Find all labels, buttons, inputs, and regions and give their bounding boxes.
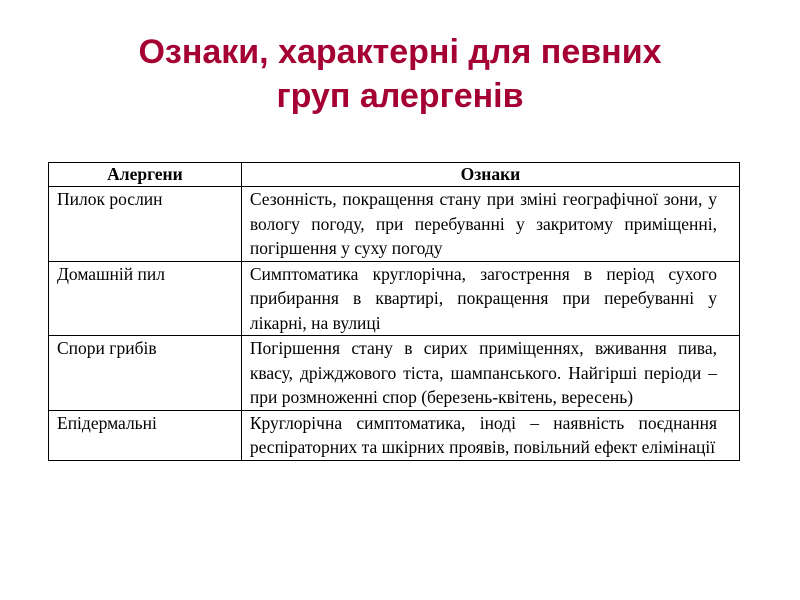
column-header-allergens: Алергени	[49, 163, 242, 187]
signs-cell: Погіршення стану в сирих приміщеннях, вживання пива, квасу, дріжджового тіста, шампанського. Найгірші періоди – при розмноженні спор (березень-квітень, вересень)	[241, 336, 739, 411]
table-row	[49, 261, 740, 336]
allergen-cell: Домашній пил	[49, 261, 242, 336]
allergen-cell: Епідермальні	[49, 410, 242, 460]
page-title-line-2: груп алергенів	[276, 77, 524, 115]
allergen-cell: Пилок рослин	[49, 187, 242, 262]
page-title	[0, 30, 800, 118]
table-row	[49, 410, 740, 460]
signs-cell: Круглорічна симптоматика, іноді – наявність поєднання респіраторних та шкірних проявів, повільний ефект елімінації	[241, 410, 739, 460]
table-header-row	[49, 163, 740, 187]
signs-cell: Сезонність, покращення стану при зміні географічної зони, у вологу погоду, при перебуванні у закритому приміщенні, погіршення у суху погоду	[241, 187, 739, 262]
column-header-signs: Ознаки	[241, 163, 739, 187]
signs-cell: Симптоматика круглорічна, загострення в період сухого прибирання в квартирі, покращення при перебуванні у лікарні, на вулиці	[241, 261, 739, 336]
table-row	[49, 187, 740, 262]
table-row	[49, 336, 740, 411]
page-title-line-1: Ознаки, характерні для певних	[138, 33, 662, 71]
allergens-table	[48, 162, 740, 461]
allergen-cell: Спори грибів	[49, 336, 242, 411]
